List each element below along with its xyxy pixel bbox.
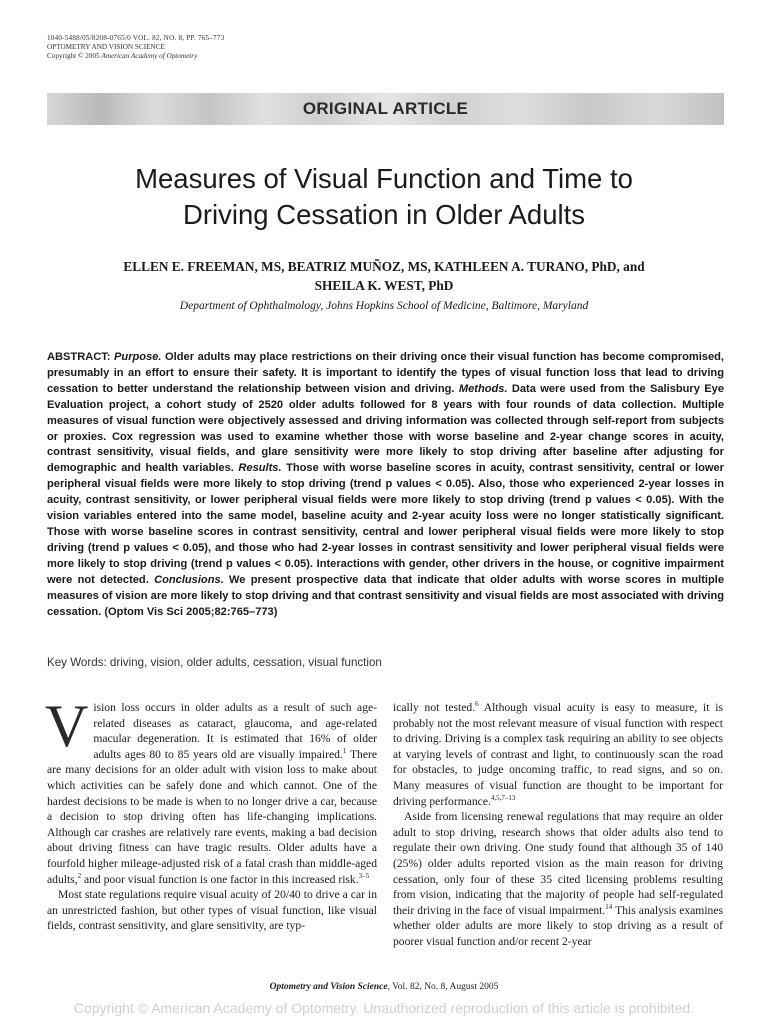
footer-journal: Optometry and Vision Science <box>269 982 388 992</box>
keywords: Key Words: driving, vision, older adults, cessation, visual function <box>47 656 382 669</box>
abstract-conclusions: We present prospective data that indicate that older adults with worse scores in multiple measures of vision are more likely to stop driving and that contrast sensitivity and visual fields are most associated with driving cessation. (Optom Vis Sci 2005;82:765–773) <box>47 573 724 618</box>
title-line-1: Measures of Visual Function and Time to <box>135 163 633 194</box>
body-text: This analysis examines whether older adults are more likely to stop driving as a result of poorer visual function and/or recent 2-year <box>393 903 723 948</box>
reference-marker: 2 <box>77 871 82 880</box>
author-list <box>60 257 708 295</box>
abstract-purpose-heading: Purpose. <box>114 351 162 363</box>
body-text: There are many decisions for an older adult with vision loss to make about which activities can be safely done and which cannot. One of the hardest decisions to be made is when to no longer drive a car, because a decision to stop driving often has life-changing implications. Although car crashes are relatively rare events, making a bad decision about driving fitness can have tragic results. Older adults have a fourfold higher mileage-adjusted risk of a fatal crash than middle-aged adults, <box>47 747 377 886</box>
section-label: ORIGINAL ARTICLE <box>302 99 469 118</box>
title-line-2: Driving Cessation in Older Adults <box>183 199 585 230</box>
abstract-conclusions-heading: Conclusions. <box>154 573 224 586</box>
article-title <box>60 161 708 233</box>
abstract <box>47 350 724 620</box>
drop-cap: V <box>45 693 89 759</box>
reference-marker: 6 <box>475 700 479 709</box>
body-text: ically not tested. <box>393 701 476 714</box>
abstract-methods: Data were used from the Salisbury Eye Evaluation project, a cohort study of 2520 older adults followed for 8 years with four rounds of data collection. Multiple measures of visual function were objectively assessed and driving information was collected through self-report from subjects or proxies. Cox regression was used to examine whether those with worse baseline and 2-year change scores in acuity, contrast sensitivity, visual fields, and glare sensitivity were more likely to stop driving after baseline after adjusting for demographic and health variables. <box>47 382 724 475</box>
reference-marker: 1 <box>342 746 347 755</box>
abstract-results: Those with worse baseline scores in acuity, contrast sensitivity, central or lower peripheral visual fields were more likely to stop driving (trend p values < 0.05). Also, those who experienced 2-year losses in acuity, contrast sensitivity, or lower peripheral visual fields were more likely to stop driving (trend p values < 0.05). With the vision variables entered into the same model, baseline acuity and 2-year acuity loss were no longer statistically significant. Those with worse baseline scores in contrast sensitivity, central and lower peripheral visual fields were more likely to stop driving (trend p values < 0.05), and those who had 2-year losses in contrast sensitivity and lower peripheral visual fields were more likely to stop driving (trend p values < 0.05). Interactions with gender, other drivers in the house, or cognitive impairment were not detected. <box>47 462 724 586</box>
body-text: and poor visual function is one factor in this increased risk. <box>81 872 359 886</box>
reference-marker: 3–5 <box>358 871 370 880</box>
reference-marker: 4,5,7–13 <box>490 793 516 802</box>
body-paragraph <box>45 693 377 887</box>
body-paragraph <box>393 809 723 949</box>
affiliation: Department of Ophthalmology, Johns Hopkins School of Medicine, Baltimore, Maryland <box>179 300 589 312</box>
body-paragraph <box>393 700 723 809</box>
body-column-left <box>45 693 377 934</box>
abstract-label: ABSTRACT: <box>47 351 115 363</box>
authors-line-1: ELLEN E. FREEMAN, MS, BEATRIZ MUÑOZ, MS, KATHLEEN A. TURANO, PhD, and <box>123 259 645 274</box>
authors-line-2: SHEILA K. WEST, PhD <box>314 278 454 293</box>
body-text: ision loss occurs in older adults as a result of such age-related diseases as cataract, glaucoma, and age-related macular degeneration. It is estimated that 16% of older adults ages 80 to 85 years old are visually impaired. <box>93 701 377 761</box>
page-footer <box>0 982 768 992</box>
copyright-prefix: Copyright © 2005 <box>47 52 102 60</box>
abstract-results-heading: Results. <box>238 462 282 475</box>
footer-issue: , Vol. 82, No. 8, August 2005 <box>387 982 499 992</box>
copyright-holder: American Academy of Optometry <box>101 52 198 60</box>
copyright-line <box>47 52 224 61</box>
abstract-purpose: Older adults may place restrictions on their driving once their visual function has become compromised, presumably in an effort to ensure their safety. It is important to identify the types of visual function loss that lead to driving cessation to better understand the relationship between vision and driving. <box>47 351 724 395</box>
body-paragraph: Most state regulations require visual acuity of 20/40 to drive a car in an unrestricted fashion, but other types of visual function, like visual fields, contrast sensitivity, and glare sensitivity, are typ- <box>47 888 377 933</box>
masthead <box>47 34 224 61</box>
journal-name-line: OPTOMETRY AND VISION SCIENCE <box>47 43 165 51</box>
body-text: Aside from licensing renewal regulations that may require an older adult to stop driving, research shows that older adults also tend to regulate their own driving. One study found that although 35 of 140 (25%) older adults reported vision as the main reason for driving cessation, only four of these 35 cited licensing problems resulting from vision, indicating that the majority of people had self-regulated their driving in the face of visual impairment. <box>393 810 723 917</box>
reference-marker: 14 <box>605 902 613 911</box>
issn-line: 1040-5488/05/8208-0765/0 VOL. 82, NO. 8, PP. 765–773 <box>47 34 225 42</box>
body-text: Although visual acuity is easy to measure, it is probably not the most relevant measure of visual function with respect to driving. Driving is a complex task requiring an ability to see objects at varying levels of contrast and light, to continuously scan the road for obstacles, to judge oncoming traffic, to read signs, and so on. Many measures of visual function are thought to be important for driving performance. <box>393 701 723 808</box>
abstract-methods-heading: Methods. <box>458 382 508 395</box>
copyright-watermark: Copyright © American Academy of Optometry. Unauthorized reproduction of this article is prohibited. <box>73 1000 695 1016</box>
body-column-right <box>393 700 723 950</box>
section-banner <box>47 93 724 125</box>
